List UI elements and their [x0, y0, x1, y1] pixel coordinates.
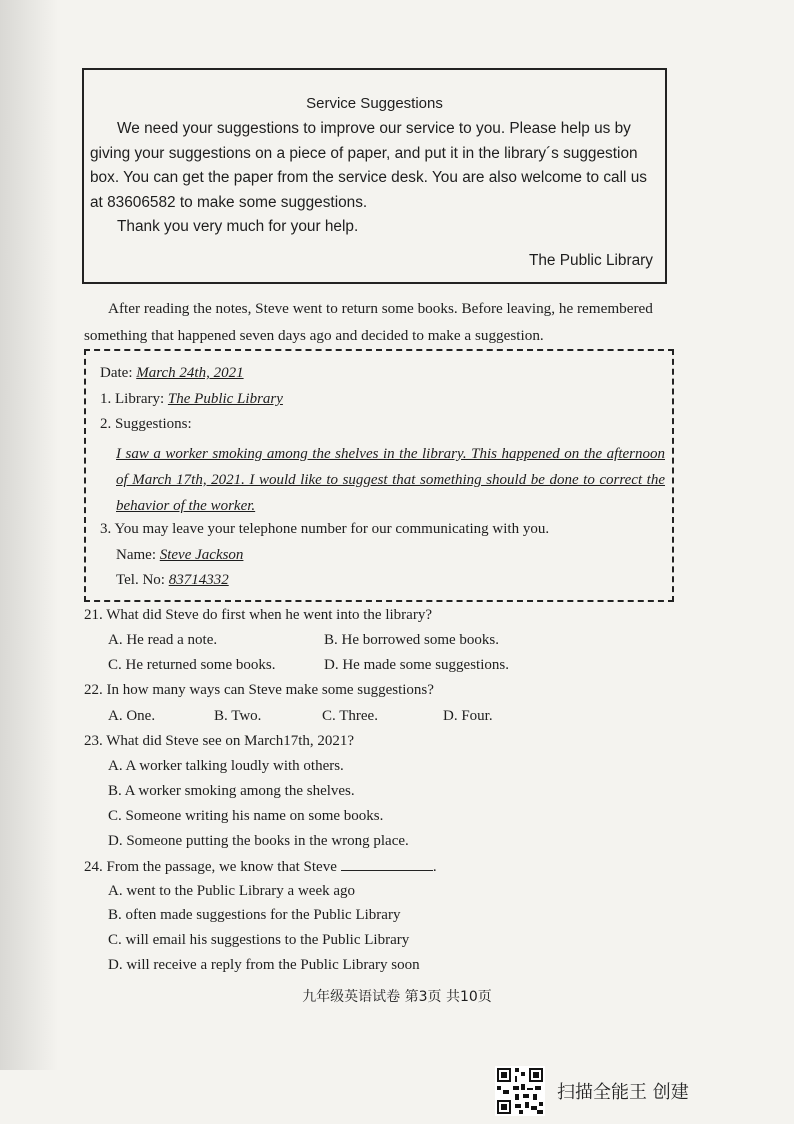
- question-23-option-a[interactable]: A. A worker talking loudly with others.: [108, 758, 344, 774]
- question-24: [84, 858, 437, 876]
- question-22-option-a[interactable]: A. One.: [108, 708, 156, 724]
- question-24-option-c[interactable]: C. will email his suggestions to the Public Library: [108, 932, 410, 948]
- answer-blank[interactable]: [341, 858, 433, 871]
- form-name-line: [116, 547, 243, 564]
- question-22-option-c[interactable]: C. Three.: [322, 708, 378, 724]
- intro-paragraph: After reading the notes, Steve went to return some books. Before leaving, he remembered something that happened seven days ago and decided to make a suggestion.: [84, 300, 653, 344]
- question-23-option-d[interactable]: D. Someone putting the books in the wrong place.: [108, 833, 409, 849]
- scanner-watermark: 扫描全能王 创建: [557, 1082, 689, 1103]
- form-phone-note: 3. You may leave your telephone number for our communicating with you.: [100, 521, 550, 537]
- notice-box: [82, 68, 667, 284]
- notice-signature: The Public Library: [528, 252, 653, 269]
- page-edge-shadow: [0, 0, 58, 1070]
- form-date-line: [100, 365, 244, 382]
- qr-code-icon: [495, 1066, 545, 1116]
- question-23: 23. What did Steve see on March17th, 2021?: [84, 733, 355, 749]
- question-22: 22. In how many ways can Steve make some suggestions?: [84, 682, 434, 698]
- question-24-option-b[interactable]: B. often made suggestions for the Public Library: [108, 907, 401, 923]
- form-library-line: [100, 391, 283, 408]
- question-24-period: .: [432, 859, 437, 875]
- form-name-value: Steve Jackson: [159, 547, 244, 563]
- form-date-label: Date:: [100, 365, 137, 381]
- question-21-option-d[interactable]: D. He made some suggestions.: [324, 657, 509, 673]
- question-21-option-c[interactable]: C. He returned some books.: [108, 657, 276, 673]
- question-21: 21. What did Steve do first when he went into the library?: [84, 607, 432, 623]
- question-24-option-d[interactable]: D. will receive a reply from the Public Library soon: [108, 957, 420, 973]
- notice-body: We need your suggestions to improve our service to you. Please help us by giving your suggestions on a piece of paper, and put it in the library´s suggestion box. You can get the paper from the service desk. You are also welcome to call us at 83606582 to make some suggestions.: [90, 120, 647, 211]
- question-22-option-d[interactable]: D. Four.: [443, 708, 493, 724]
- form-name-label: Name:: [116, 547, 160, 563]
- form-tel-value: 83714332: [168, 572, 229, 588]
- form-tel-label: Tel. No:: [116, 572, 169, 588]
- form-tel-line: [116, 572, 229, 589]
- notice-thanks: Thank you very much for your help.: [117, 218, 359, 235]
- form-library-value: The Public Library: [167, 391, 283, 407]
- question-22-option-b[interactable]: B. Two.: [214, 708, 262, 724]
- question-24-option-a[interactable]: A. went to the Public Library a week ago: [108, 883, 356, 899]
- question-24-text: 24. From the passage, we know that Steve: [84, 859, 337, 875]
- question-21-option-a[interactable]: A. He read a note.: [108, 632, 218, 648]
- notice-title: Service Suggestions: [306, 95, 443, 112]
- form-suggestions-label: 2. Suggestions:: [100, 416, 192, 432]
- form-library-label: 1. Library:: [100, 391, 168, 407]
- question-21-option-b[interactable]: B. He borrowed some books.: [324, 632, 499, 648]
- form-suggestions-value: I saw a worker smoking among the shelves in the library. This happened on the afternoon of March 17th, 2021. I would like to suggest that something should be done to correct the behavior of the worker.: [116, 446, 665, 514]
- question-23-option-b[interactable]: B. A worker smoking among the shelves.: [108, 783, 355, 799]
- page-footer: 九年级英语试卷 第3页 共10页: [302, 989, 492, 1005]
- question-23-option-c[interactable]: C. Someone writing his name on some books.: [108, 808, 384, 824]
- form-date-value: March 24th, 2021: [136, 365, 244, 381]
